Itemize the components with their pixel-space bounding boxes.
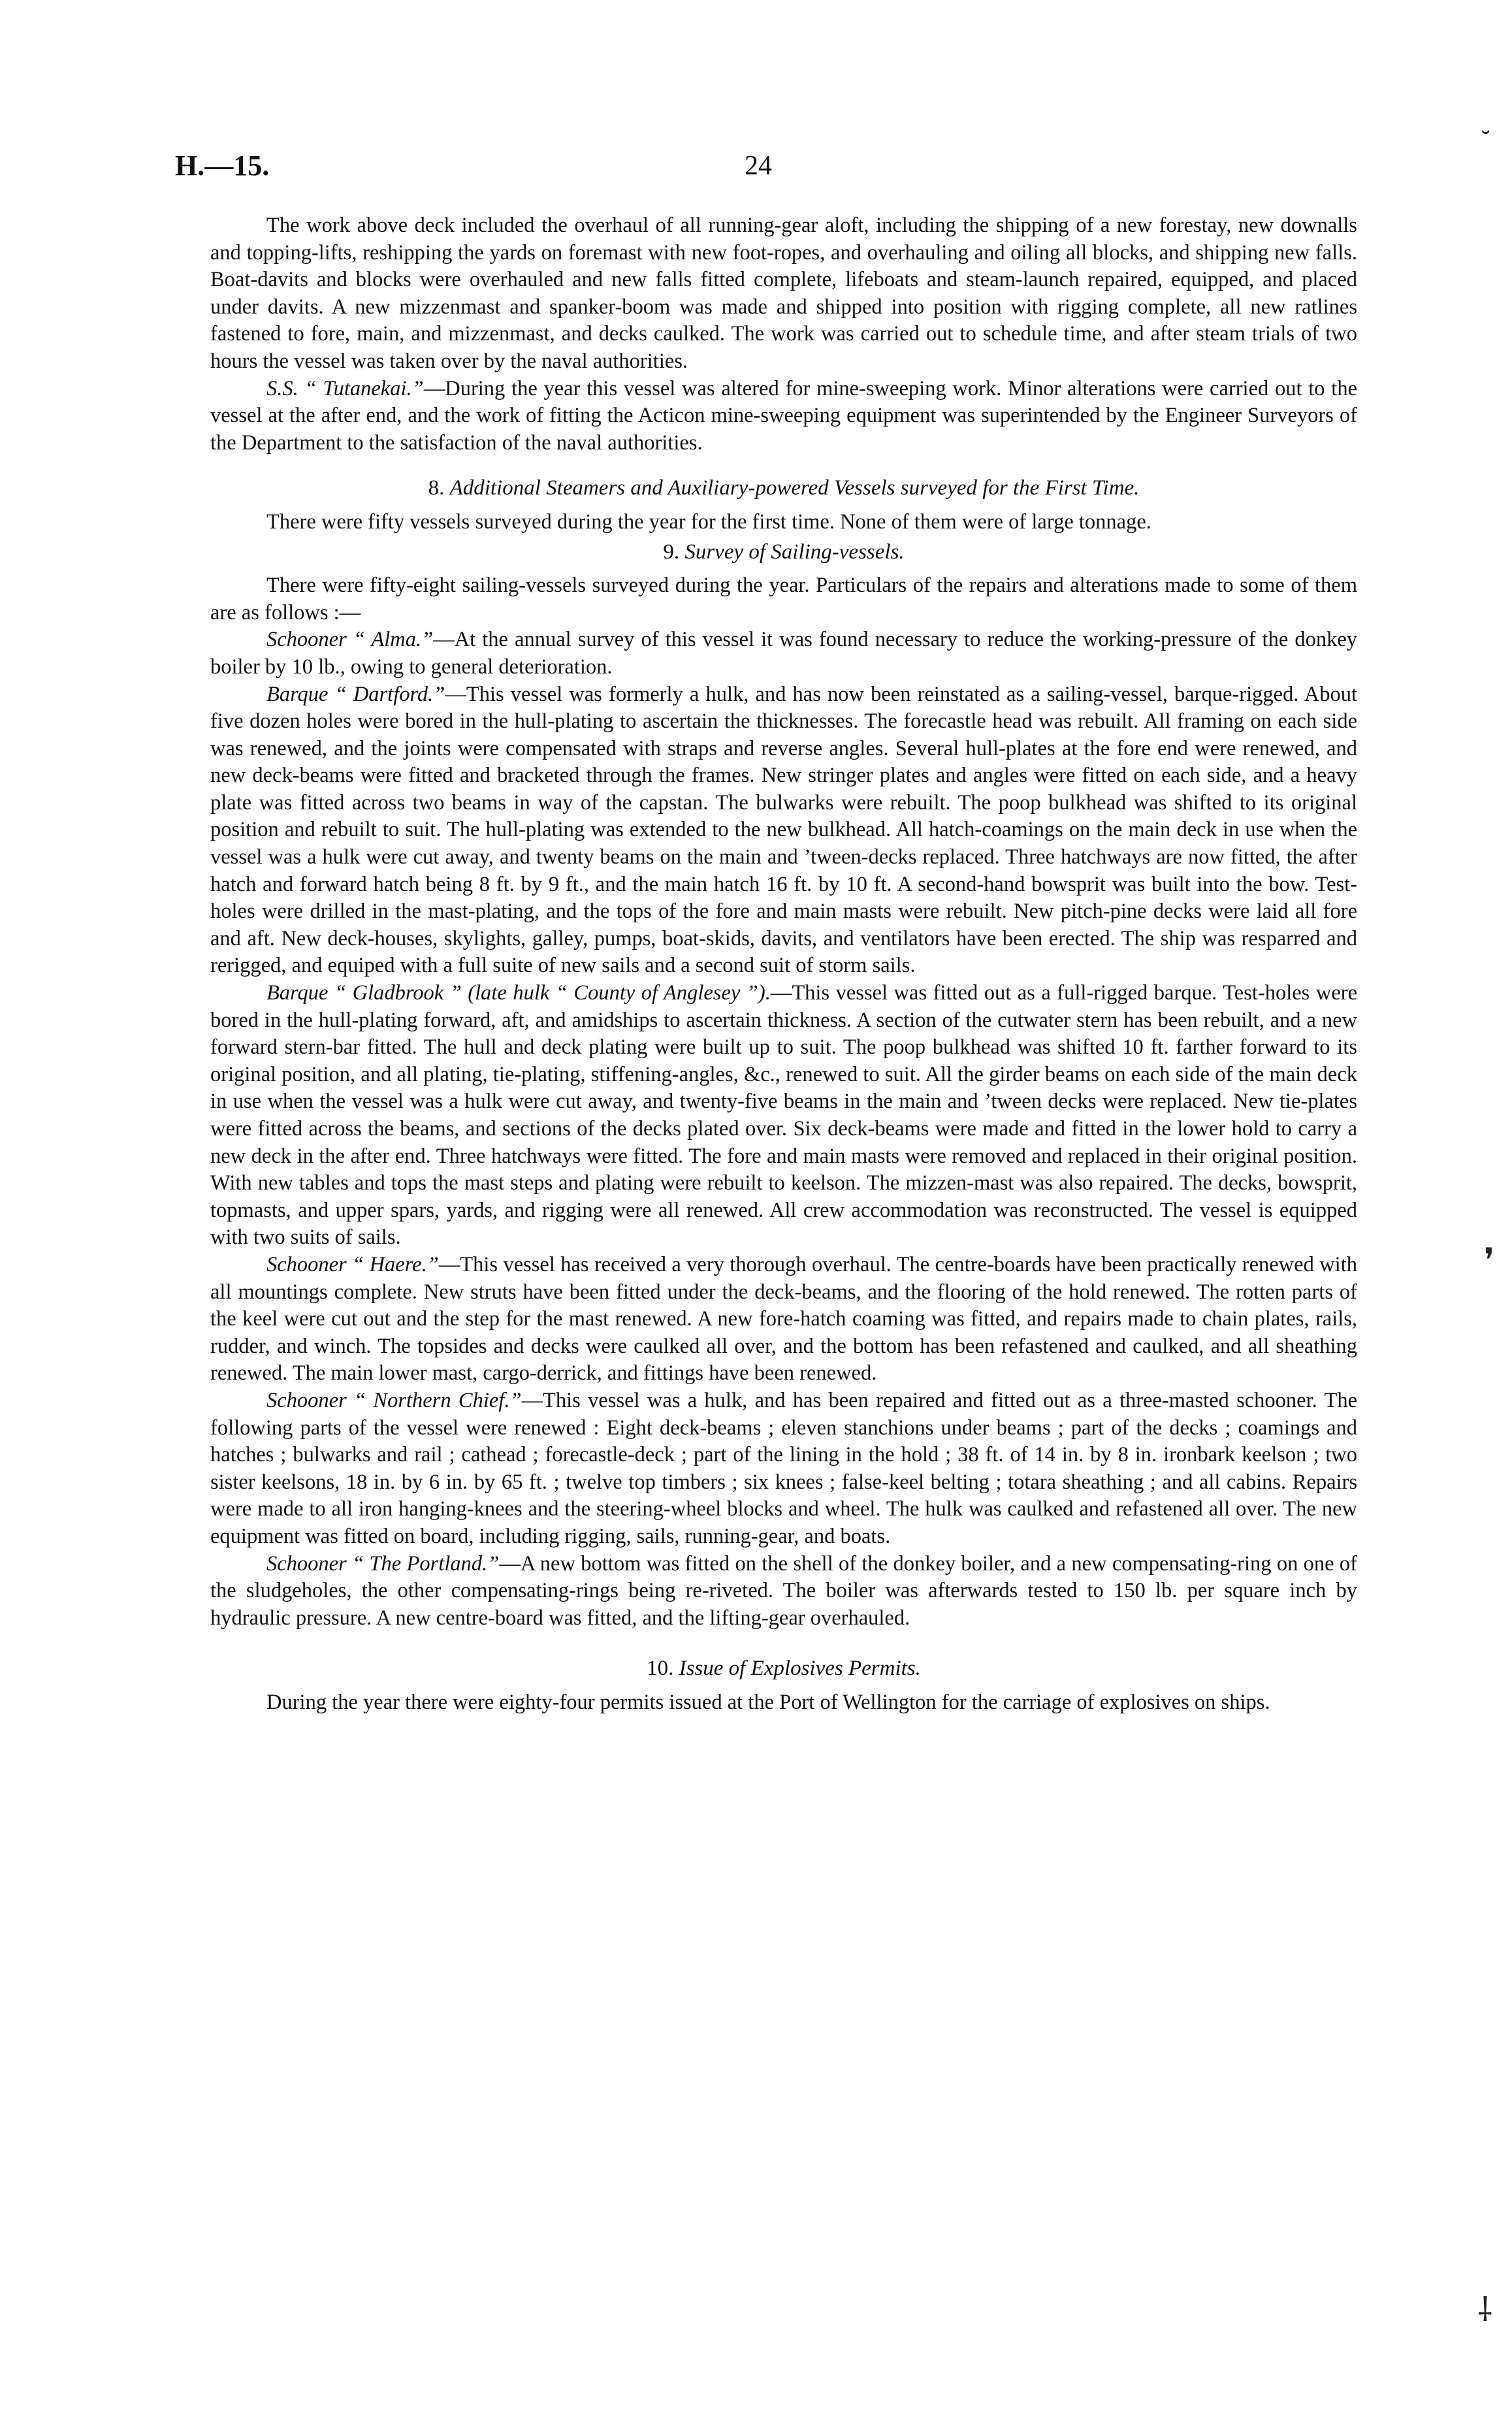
section-number: 8. xyxy=(428,476,445,500)
section-title: Additional Steamers and Auxiliary-powered Vessels surveyed for the First Time. xyxy=(449,476,1140,500)
vessel-name: Barque “ Dartford.” xyxy=(266,682,445,706)
paragraph-text: —This vessel was a hulk, and has been repaired and fitted out as a three-masted schooner. The following parts of the vessel were renewed : Eight deck-beams ; eleven stanchions under beams ; part of the decks ; coamings and hatches ; bulwarks and rail ; cathead ; forecastle-deck ; part of the lining in the hold ; 38 ft. of 14 in. by 8 in. ironbark keelson ; two sister keelsons, 18 in. by 6 in. by 65 ft. ; twelve top timbers ; six knees ; false-keel belting ; totara sheathing ; and all cabins. Repairs were made to all iron hanging-knees and the steering-wheel blocks and wheel. The hulk was caulked and refastened all over. The new equipment was fitted on board, including rigging, sails, running-gear, and boats. xyxy=(210,1388,1357,1548)
vessel-name: Barque “ Gladbrook ” (late hulk “ County of Anglesey ”). xyxy=(266,981,771,1005)
paragraph-above-deck: The work above deck included the overhaul of all running-gear aloft, including the shipping of a new forestay, new downalls and topping-lifts, reshipping the yards on foremast with new foot-ropes, and overhauling and oiling all blocks, and shipping new falls. Boat-davits and blocks were overhauled and new falls fitted complete, lifeboats and steam-launch repaired, equipped, and placed under davits. A new mizzenmast and spanker-boom was made and shipped into position with rigging complete, all new ratlines fastened to fore, main, and mizzenmast, and decks caulked. The work was carried out to schedule time, and after steam trials of two hours the vessel was taken over by the naval authorities. xyxy=(210,214,1357,373)
paragraph-section-8: There were fifty vessels surveyed during the year for the first time. None of them were of large tonnage. xyxy=(266,510,1151,534)
vessel-name: Schooner “ Haere.” xyxy=(266,1252,439,1276)
section-heading-9 xyxy=(210,539,1357,566)
section-number: 9. xyxy=(663,540,680,564)
paragraph-haere xyxy=(210,1252,1357,1387)
section-number: 10. xyxy=(647,1657,674,1681)
vessel-name: Schooner “ Alma.” xyxy=(266,628,434,652)
paragraph-dartford xyxy=(210,681,1357,980)
margin-mark-icon: ❜ xyxy=(1484,1242,1495,1278)
section-title: Issue of Explosives Permits. xyxy=(679,1657,921,1681)
paragraph-text: —This vessel was formerly a hulk, and has now been reinstated as a sailing-vessel, barque-rigged. About five dozen holes were bored in the hull-plating to ascertain the thicknesses. The forecastle head was rebuilt. All framing on each side was renewed, and the joints were compensated with straps and reverse angles. Several hull-plates at the fore end were renewed, and new deck-beams were fitted and bracketed through the frames. New stringer plates and angles were fitted on each side, and a heavy plate was fitted across two beams in way of the capstan. The bulwarks were rebuilt. The poop bulkhead was shifted to its original position and rebuilt to suit. The hull-plating was extended to the new bulkhead. All hatch-coamings on the main deck in use when the vessel was a hulk were cut away, and twenty beams on the main and ’tween-decks replaced. Three hatchways are now fitted, the after hatch and forward hatch being 8 ft. by 9 ft., and the main hatch 16 ft. by 10 ft. A second-hand bowsprit was built into the bow. Test-holes were drilled in the mast-plating, and the tops of the fore and main masts were rebuilt. New pitch-pine decks were laid all fore and aft. New deck-houses, skylights, galley, pumps, boat-skids, davits, and ventilators have been erected. The ship was resparred and rerigged, and equiped with a full suite of new sails and a second suit of storm sails. xyxy=(210,682,1357,978)
vessel-name: Schooner “ The Portland.” xyxy=(266,1551,500,1576)
section-heading-8 xyxy=(210,475,1357,502)
paragraph-tutanekai xyxy=(210,376,1357,457)
paragraph-section-9-intro: There were fifty-eight sailing-vessels surveyed during the year. Particulars of the repairs and alterations made to some of them are as follows :— xyxy=(210,574,1357,624)
section-title: Survey of Sailing-vessels. xyxy=(684,540,905,564)
paragraph-northern-chief xyxy=(210,1387,1357,1551)
section-heading-10 xyxy=(210,1655,1357,1683)
vessel-name: Schooner “ Northern Chief.” xyxy=(266,1388,522,1412)
paragraph-alma xyxy=(210,626,1357,681)
margin-mark-icon: ⸸ xyxy=(1477,2292,1493,2328)
vessel-name: S.S. “ Tutanekai.” xyxy=(266,376,424,400)
paragraph-text: —During the year this vessel was altered for mine-sweeping work. Minor alterations were carried out to the vessel at the after end, and the work of fitting the Acticon mine-sweeping equipment was superintended by the Engineer Surveyors of the Department to the satisfaction of the naval authorities. xyxy=(210,376,1358,455)
document-code: H.—15. xyxy=(175,150,270,182)
document-body xyxy=(210,212,1357,1716)
page-number: 24 xyxy=(745,151,772,181)
paragraph-section-10: During the year there were eighty-four permits issued at the Port of Wellington for the carriage of explosives on ships. xyxy=(266,1690,1270,1714)
paragraph-gladbrook xyxy=(210,980,1357,1252)
margin-mark-icon: ˘ xyxy=(1481,125,1490,154)
paragraph-text: —At the annual survey of this vessel it was found necessary to reduce the working-pressure of the donkey boiler by 10 lb., owing to general deterioration. xyxy=(210,628,1357,679)
paragraph-the-portland xyxy=(210,1551,1357,1632)
paragraph-text: —This vessel has received a very thorough overhaul. The centre-boards have been practically renewed with all mountings complete. New struts have been fitted under the deck-beams, and the flooring of the hold renewed. The rotten parts of the keel were cut out and the step for the mast renewed. A new fore-hatch coaming was fitted, and repairs made to chain plates, rails, rudder, and winch. The topsides and decks were caulked all over, and the bottom has been refastened and caulked, and all sheathing renewed. The main lower mast, cargo-derrick, and fittings have been renewed. xyxy=(210,1252,1357,1385)
paragraph-text: —This vessel was fitted out as a full-rigged barque. Test-holes were bored in the hull-plating forward, aft, and amidships to ascertain thickness. A section of the cutwater stern has been rebuilt, and a new forward stern-bar fitted. The hull and deck plating were built up to suit. The poop bulkhead was shifted 10 ft. farther forward to its original position, and all plating, tie-plating, stiffening-angles, &c., renewed to suit. All the girder beams on each side of the main deck in use when the vessel was a hulk were cut away, and twenty-five beams in the main and ’tween decks were replaced. New tie-plates were fitted across the beams, and sections of the decks plated over. Six deck-beams were made and fitted in the lower hold to carry a new deck in the after end. Three hatchways were fitted. The fore and main masts were removed and replaced in their original position. With new tables and tops the mast steps and plating were rebuilt to keelson. The mizzen-mast was also repaired. The decks, bowsprit, topmasts, and upper spars, yards, and rigging were all renewed. All crew accommodation was reconstructed. The vessel is equipped with two suits of sails. xyxy=(210,981,1357,1250)
paragraph-text: —A new bottom was fitted on the shell of the donkey boiler, and a new compensating-ring on one of the sludgeholes, the other compensating-rings being re-riveted. The boiler was afterwards tested to 150 lb. per square inch by hydraulic pressure. A new centre-board was fitted, and the lifting-gear overhauled. xyxy=(210,1551,1358,1630)
